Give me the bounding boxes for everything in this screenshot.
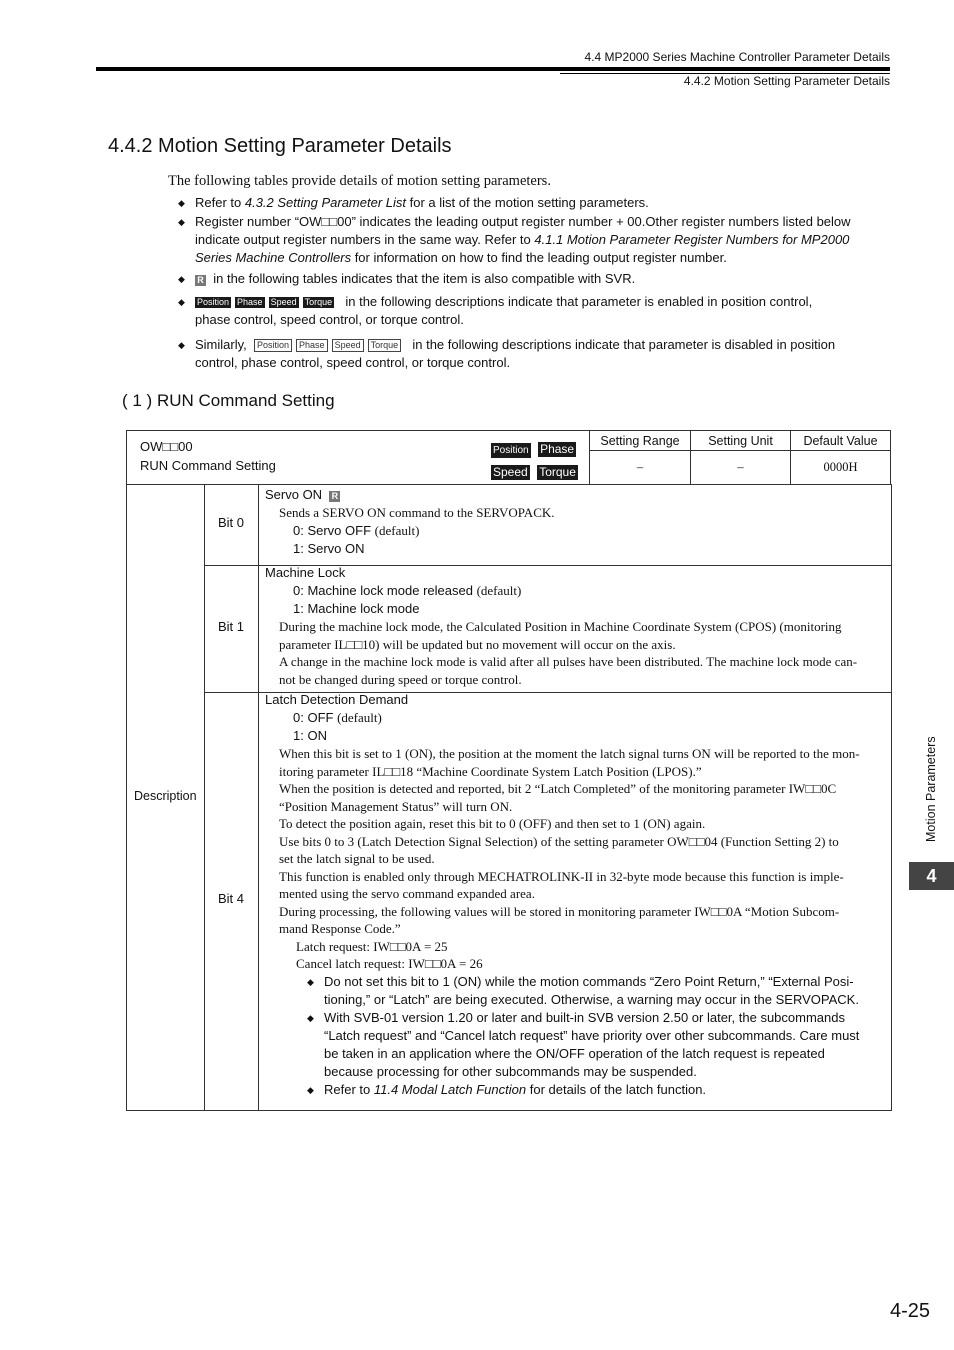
bullet-text: in the following descriptions indicate that parameter is enabled in position control, [345, 294, 813, 309]
bullet-text: Refer to [195, 195, 245, 210]
bullet-icon: ◆ [178, 217, 185, 227]
paragraph: During processing, the following values will be stored in monitoring parameter IW□□0A “Motion Subcom- mand Response Code.” [279, 903, 840, 936]
bit-label: Bit 4 [218, 891, 245, 906]
paragraph: When this bit is set to 1 (ON), the position at the moment the latch signal turns ON will be reported to the mon- itoring parameter IL□□18 “Machine Coordinate System Latch Position (LPOS).” [279, 746, 860, 779]
bullet-icon: ◆ [178, 198, 185, 208]
parameter-header-table [126, 430, 891, 485]
tag-phase-enabled: Phase [540, 442, 575, 456]
tag-phase-enabled: Phase [237, 297, 263, 307]
paragraph: When the position is detected and reported, bit 2 “Latch Completed” of the monitoring parameter IW□□0C “Position Management Status” will turn ON. [279, 781, 837, 814]
bit1-content [265, 564, 890, 688]
bullet-text: indicate output register numbers in the same way. Refer to [195, 232, 535, 247]
note-item: ◆ Refer to 11.4 Modal Latch Function for details of the latch function. [307, 1081, 707, 1097]
bullet-icon: ◆ [178, 340, 185, 350]
response-code-value: Cancel latch request: IW□□0A = 26 [296, 956, 483, 971]
default-value: 0000H [791, 451, 891, 485]
bullet-item [178, 213, 888, 267]
bit-description: Sends a SERVO ON command to the SERVOPACK. [279, 505, 555, 520]
intro-text: The following tables provide details of motion setting parameters. [168, 173, 551, 189]
bit0-content [265, 486, 890, 558]
subheading: ( 1 ) RUN Command Setting [122, 391, 335, 410]
parameter-name: RUN Command Setting [140, 458, 276, 473]
bullet-item [178, 270, 888, 288]
bullet-text: Register number “OW□□00” indicates the leading output register number + 00.Other register numbers listed below [195, 214, 851, 229]
parameter-title-cell [127, 431, 590, 485]
bullet-text: in the following tables indicates that the item is also compatible with SVR. [213, 271, 636, 286]
paragraph: To detect the position again, reset this bit to 0 (OFF) and then set to 1 (ON) again. [279, 816, 706, 831]
column-divider [258, 484, 259, 1110]
bullet-icon: ◆ [178, 274, 185, 284]
setting-unit-value: – [691, 451, 791, 485]
default-value-header: Default Value [791, 431, 891, 451]
bullet-text: Similarly, [195, 337, 247, 352]
option-text: 0: OFF [293, 710, 334, 725]
tag-speed-enabled: Speed [493, 465, 528, 479]
reference-link[interactable]: Series Machine Controllers [195, 250, 352, 265]
bullet-text: phase control, speed control, or torque control. [195, 312, 464, 327]
tag-speed-disabled: Speed [332, 339, 364, 352]
option-text: 1: Machine lock mode [293, 601, 420, 616]
bit-title: Machine Lock [265, 565, 346, 580]
page-title: 4.4.2 Motion Setting Parameter Details [108, 135, 452, 157]
tag-speed-enabled: Speed [270, 297, 297, 307]
parameter-register: OW□□00 [140, 439, 193, 454]
bullet-item [178, 194, 888, 212]
option-text: 0: Servo OFF [293, 522, 372, 538]
setting-range-header: Setting Range [590, 431, 691, 451]
header-subsection: 4.4.2 Motion Setting Parameter Details [683, 74, 890, 88]
bit-title: Servo ON [265, 487, 323, 502]
bullet-icon: ◆ [307, 1084, 314, 1095]
chapter-tab[interactable]: 4 [909, 862, 954, 890]
svr-r-icon: R [195, 275, 206, 286]
bullet-icon: ◆ [178, 297, 185, 307]
bullet-item [178, 336, 888, 372]
note-item: ◆ Do not set this bit to 1 (ON) while the motion commands “Zero Point Return,” “External Posi- tioning,” or “Latch” are being executed. Otherwise, a warning may occur in the SERVOPACK. [307, 973, 859, 1007]
tag-position-enabled: Position [493, 445, 529, 456]
option-text: 1: Servo ON [293, 540, 365, 556]
response-code-value: Latch request: IW□□0A = 25 [296, 938, 448, 954]
setting-unit-header: Setting Unit [691, 431, 791, 451]
bullet-text: control, phase control, speed control, or torque control. [195, 355, 511, 370]
column-divider [204, 484, 205, 1110]
tag-torque-disabled: Torque [368, 339, 402, 352]
reference-link[interactable]: 4.1.1 Motion Parameter Register Numbers for MP2000 [534, 232, 850, 247]
description-table [126, 484, 892, 1111]
tag-torque-enabled: Torque [304, 297, 333, 307]
bit-label: Bit 1 [218, 619, 245, 634]
bullet-text: for a list of the motion setting parameters. [406, 195, 649, 210]
paragraph: During the machine lock mode, the Calculated Position in Machine Coordinate System (CPOS) (monitoring parameter IL□□10) will be updated but no movement will occur on the axis. [279, 619, 842, 652]
option-text: 0: Machine lock mode released [293, 583, 473, 598]
bit-label: Bit 0 [218, 515, 245, 530]
tag-phase-disabled: Phase [296, 339, 328, 352]
paragraph: A change in the machine lock mode is valid after all pulses have been distributed. The machine lock mode can- not be changed during speed or torque control. [279, 654, 858, 687]
bullet-text: in the following descriptions indicate that parameter is disabled in position [412, 337, 836, 352]
bullet-icon: ◆ [307, 1012, 314, 1023]
side-chapter-label: Motion Parameters [924, 736, 938, 842]
header-section: 4.4 MP2000 Series Machine Controller Parameter Details [584, 50, 890, 64]
paragraph: Use bits 0 to 3 (Latch Detection Signal Selection) of the setting parameter OW□□04 (Function Setting 2) to set the latch signal to be used. [279, 833, 839, 866]
option-text: 1: ON [293, 728, 327, 743]
tag-torque-enabled: Torque [539, 465, 576, 479]
bit4-content [265, 691, 890, 1099]
bit-title: Latch Detection Demand [265, 692, 409, 707]
reference-link[interactable]: 4.3.2 Setting Parameter List [244, 195, 407, 210]
reference-link[interactable]: 11.4 Modal Latch Function [373, 1081, 527, 1097]
note-item: ◆ With SVB-01 version 1.20 or later and built-in SVB version 2.50 or later, the subcommands “Latch request” and “Cancel latch request” have priority over other subcommands. Care must be taken in an application where the ON/OFF operation of the latch request is repeated because processing for other subcommands may be suspended. [307, 1009, 860, 1079]
page-number: 4-25 [889, 1300, 930, 1322]
tag-position-enabled: Position [197, 297, 230, 307]
bullet-text: for information on how to find the leading output register number. [351, 250, 727, 265]
tag-position-disabled: Position [254, 339, 292, 352]
header-rule [96, 67, 890, 71]
default-note: (default) [374, 522, 420, 538]
paragraph: This function is enabled only through MECHATROLINK-II in 32-byte mode because this function is imple- mented using the servo command expanded area. [279, 868, 844, 901]
default-note: (default) [337, 710, 382, 725]
svr-r-icon: R [329, 491, 340, 502]
setting-range-value: – [590, 451, 691, 485]
bullet-icon: ◆ [307, 976, 314, 987]
description-label: Description [134, 789, 197, 803]
bullet-item [178, 293, 888, 329]
default-note: (default) [476, 583, 522, 598]
